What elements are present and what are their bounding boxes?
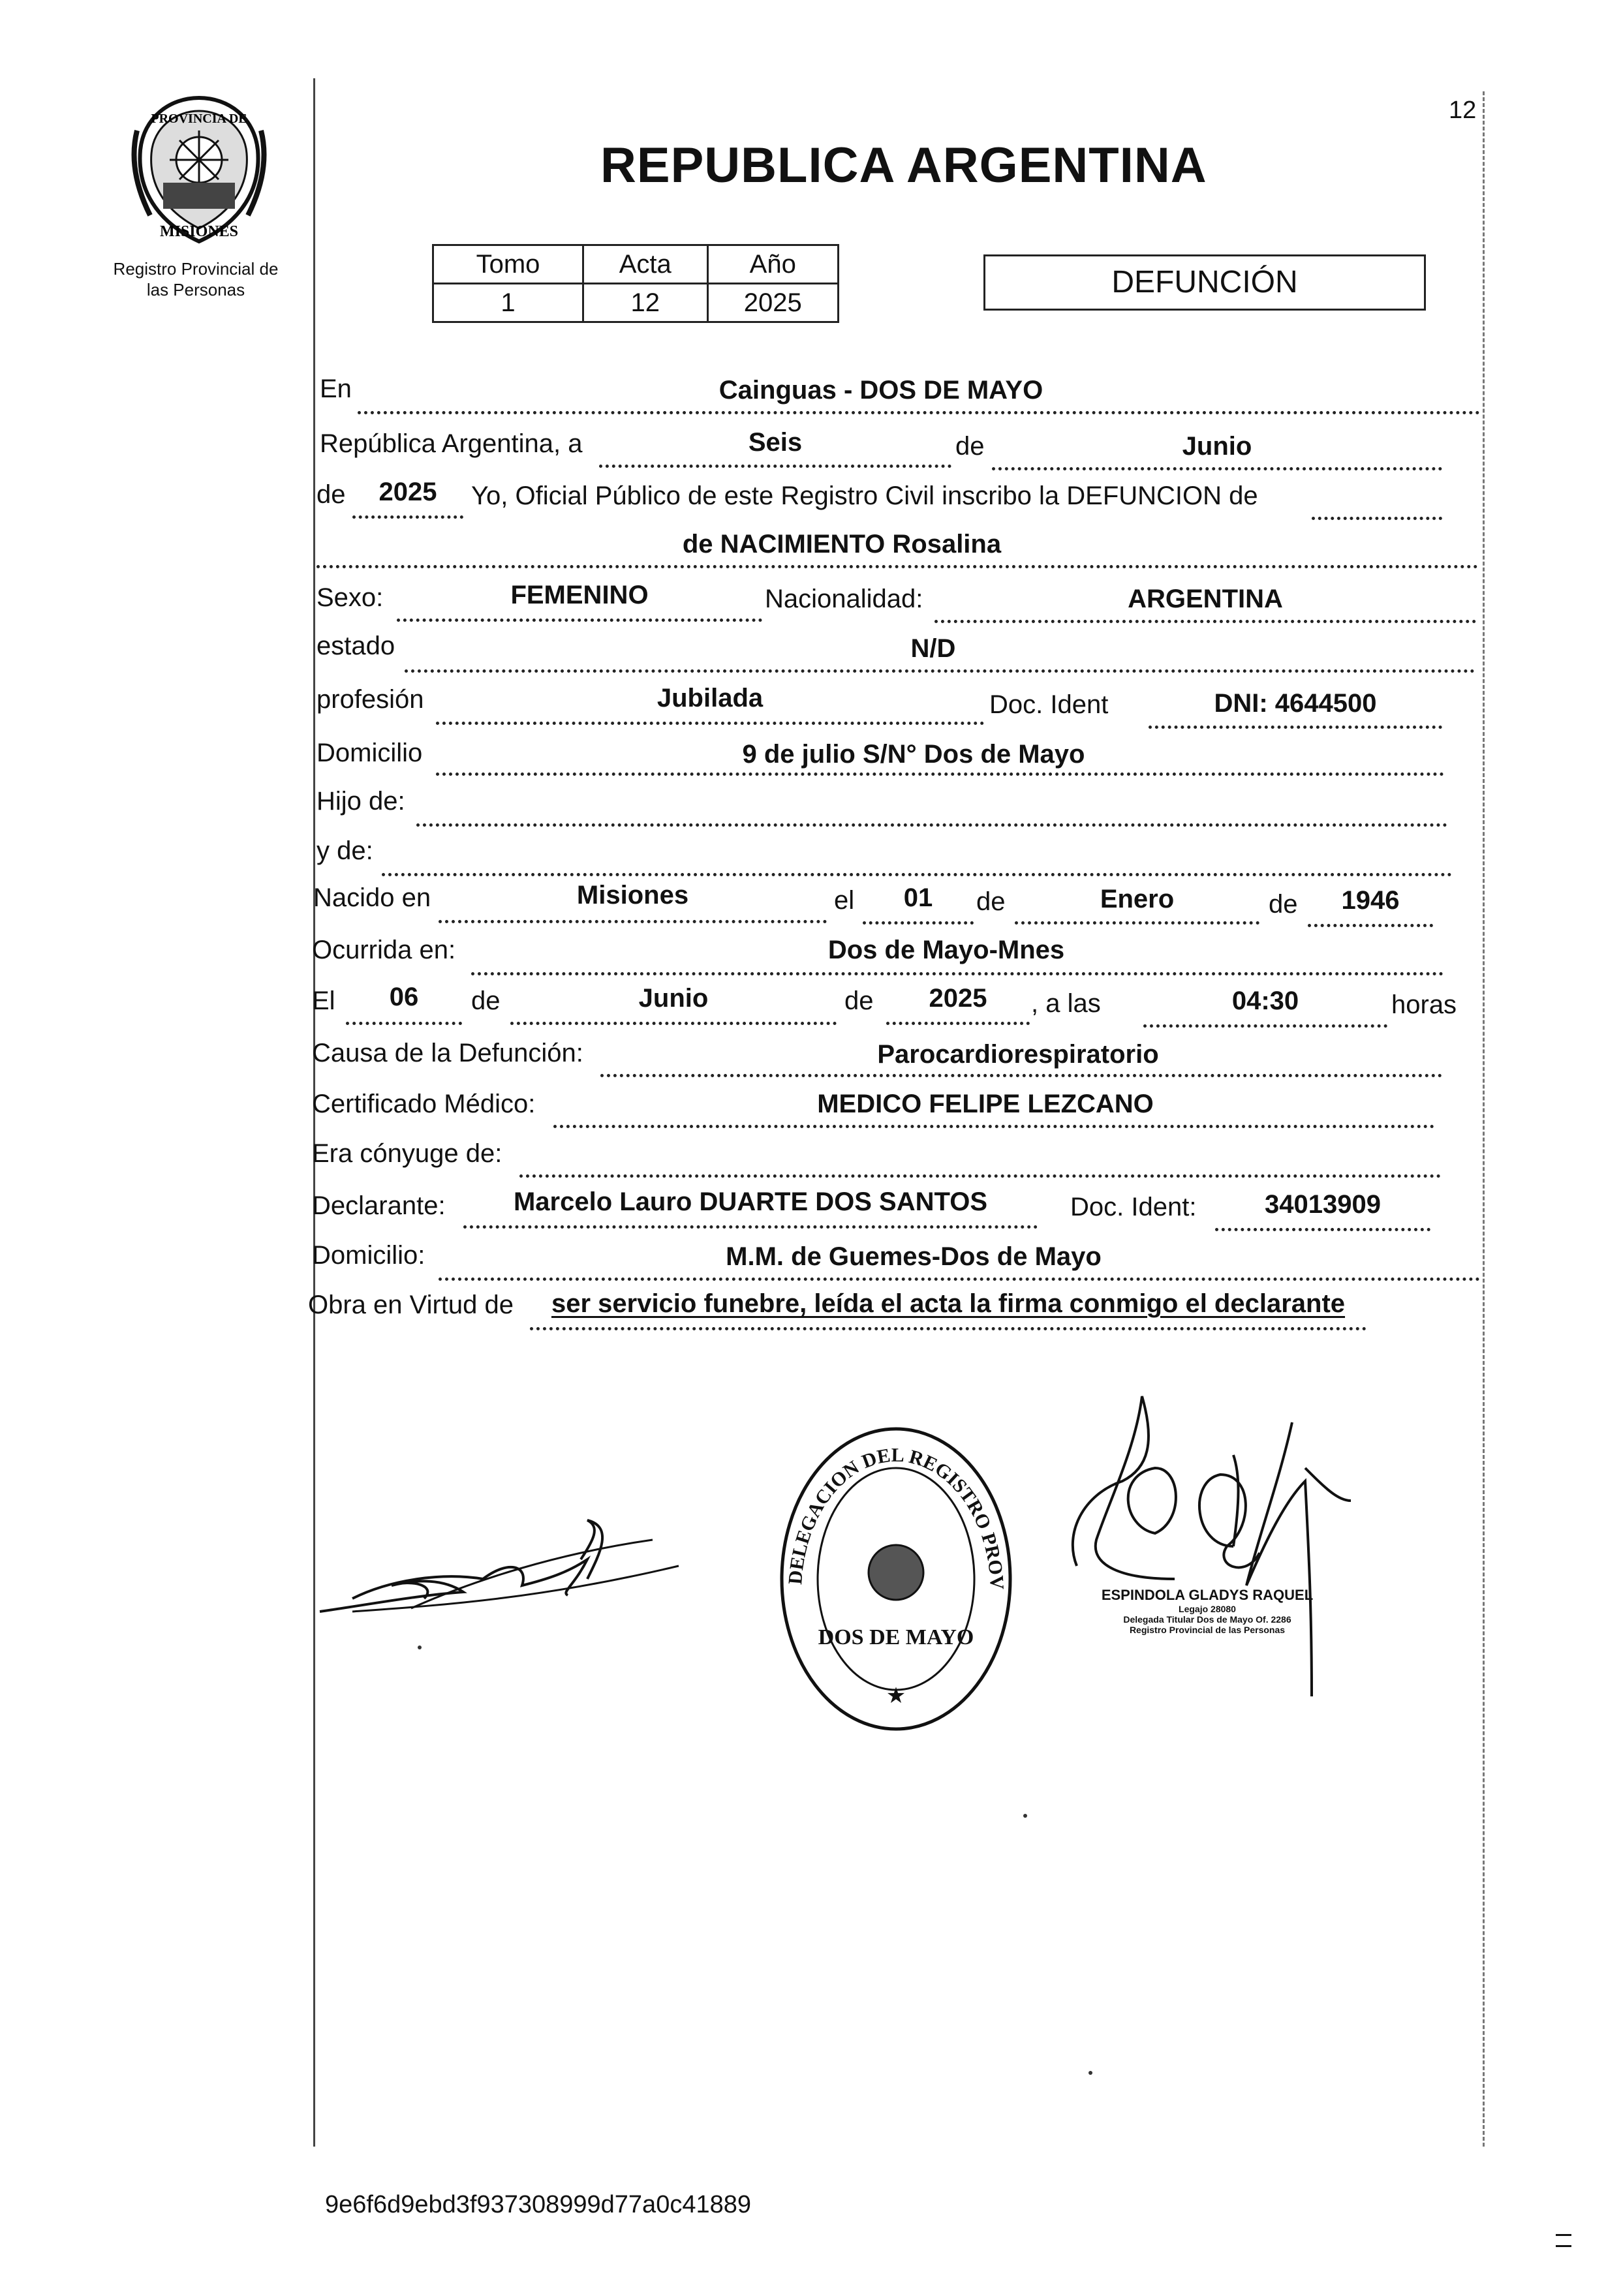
record-table — [432, 244, 839, 323]
declarante-label: Declarante: — [312, 1191, 446, 1220]
inscribo-text: Yo, Oficial Público de este Registro Civil inscribo la DEFUNCION de — [471, 482, 1258, 510]
death-time-value: 04:30 — [1231, 987, 1299, 1015]
profesion-underline — [436, 722, 984, 725]
obra-underline — [530, 1327, 1367, 1330]
place-underline — [358, 411, 1480, 414]
doc-ident-label: Doc. Ident — [989, 690, 1109, 719]
official-name: ESPINDOLA GLADYS RAQUEL — [1101, 1587, 1314, 1603]
domicilio-value: 9 de julio S/N° Dos de Mayo — [742, 740, 1085, 769]
conyuge-label: Era cónyuge de: — [312, 1139, 502, 1168]
corner-mark — [1556, 2234, 1571, 2247]
estado-value: N/D — [910, 634, 956, 663]
a-las-label: , a las — [1031, 989, 1101, 1018]
decl-doc-label: Doc. Ident: — [1070, 1193, 1197, 1221]
sexo-underline — [397, 619, 762, 622]
de-label: de — [955, 432, 985, 461]
obra-label: Obra en Virtud de — [308, 1291, 514, 1319]
delegation-stamp-icon — [775, 1422, 1017, 1736]
seal-top-text: PROVINCIA DE — [151, 112, 247, 126]
document-type-box: DEFUNCIÓN — [983, 254, 1426, 311]
death-month-value: Junio — [638, 984, 709, 1013]
decl-domicilio-value: M.M. de Guemes-Dos de Mayo — [726, 1242, 1102, 1271]
registry-name — [91, 258, 300, 300]
ocurrida-label: Ocurrida en: — [312, 936, 456, 964]
doc-ident-value: DNI: 4644500 — [1214, 689, 1377, 718]
page-number: 12 — [1449, 97, 1477, 124]
conyuge-underline — [519, 1174, 1441, 1178]
y-de-underline — [382, 873, 1452, 876]
deceased-name-underline — [317, 565, 1478, 568]
day-value: Seis — [748, 428, 803, 457]
official-legajo: Legajo 28080 — [1179, 1604, 1236, 1614]
death-day-underline — [346, 1022, 462, 1025]
death-year-underline — [886, 1022, 1030, 1025]
year-value: 2025 — [378, 478, 437, 506]
month-value: Junio — [1182, 432, 1252, 461]
certificado-label: Certificado Médico: — [312, 1090, 536, 1118]
estado-label: estado — [317, 632, 395, 660]
nacionalidad-underline — [934, 620, 1476, 623]
obra-value: ser servicio funebre, leída el acta la firma conmigo el declarante — [551, 1289, 1346, 1318]
birth-year-value: 1946 — [1341, 886, 1400, 915]
nacionalidad-label: Nacionalidad: — [765, 585, 923, 613]
place-value: Cainguas - DOS DE MAYO — [718, 376, 1043, 405]
inscribo-underline — [1312, 517, 1442, 520]
certificado-value: MEDICO FELIPE LEZCANO — [817, 1090, 1154, 1118]
declarante-underline — [463, 1225, 1038, 1229]
estado-underline — [405, 669, 1475, 673]
official-block — [1064, 1587, 1351, 1635]
en-label: En — [320, 375, 352, 403]
domicilio-underline — [436, 773, 1444, 776]
table-value-tomo: 1 — [433, 284, 583, 322]
seal-bottom-text: MISIONES — [159, 223, 239, 240]
nacido-label: Nacido en — [313, 883, 431, 912]
certificado-underline — [553, 1125, 1434, 1128]
birth-month-value: Enero — [1100, 885, 1175, 913]
birth-year-underline — [1308, 924, 1433, 927]
horas-label: horas — [1391, 990, 1457, 1019]
month-underline — [992, 467, 1442, 470]
footer-hash: 9e6f6d9ebd3f937308999d77a0c41889 — [325, 2191, 751, 2218]
causa-underline — [600, 1074, 1442, 1077]
profesion-value: Jubilada — [656, 684, 764, 712]
decl-domicilio-label: Domicilio: — [312, 1241, 425, 1270]
declarant-signature-icon — [313, 1481, 705, 1638]
causa-value: Parocardiorespiratorio — [877, 1040, 1159, 1069]
table-value-anio: 2025 — [707, 284, 839, 322]
el2-label: El — [312, 987, 335, 1015]
hijo-underline — [416, 823, 1447, 827]
death-de1-label: de — [471, 987, 501, 1015]
death-year-value: 2025 — [929, 984, 987, 1013]
decl-doc-underline — [1215, 1228, 1430, 1231]
year-underline — [352, 515, 463, 519]
day-underline — [599, 465, 951, 468]
table-header-anio: Año — [707, 245, 839, 284]
table-value-acta: 12 — [583, 284, 708, 322]
stamp-ring-textpath: DELEGACION DEL REGISTRO PROV — [784, 1444, 1008, 1591]
table-header-tomo: Tomo — [433, 245, 583, 284]
nacido-underline — [439, 920, 827, 923]
table-header-acta: Acta — [583, 245, 708, 284]
right-margin-line — [1483, 91, 1485, 2147]
death-month-underline — [510, 1022, 837, 1025]
dot-mark — [418, 1645, 422, 1649]
deceased-name: de NACIMIENTO Rosalina — [682, 530, 1002, 559]
death-day-value: 06 — [389, 983, 419, 1011]
hijo-label: Hijo de: — [317, 787, 405, 816]
dot-mark — [1089, 2071, 1092, 2075]
ocurrida-underline — [471, 972, 1444, 975]
death-de2-label: de — [844, 987, 874, 1015]
profesion-label: profesión — [317, 685, 424, 714]
official-registry: Registro Provincial de las Personas — [1129, 1625, 1286, 1635]
el-label: el — [834, 886, 855, 915]
page-title: REPUBLICA ARGENTINA — [600, 138, 1207, 193]
sexo-label: Sexo: — [317, 583, 384, 612]
official-signature — [1044, 1370, 1370, 1709]
republica-label: República Argentina, a — [320, 429, 583, 458]
domicilio-label: Domicilio — [317, 739, 423, 767]
ocurrida-value: Dos de Mayo-Mnes — [827, 936, 1065, 964]
death-time-underline — [1143, 1024, 1387, 1028]
decl-domicilio-underline — [439, 1278, 1480, 1281]
stamp-center-text: DOS DE MAYO — [818, 1625, 974, 1649]
y-de-label: y de: — [317, 836, 373, 865]
birth-day-value: 01 — [903, 883, 933, 912]
registry-line-1: Registro Provincial de — [113, 259, 279, 279]
provincial-seal-icon — [124, 91, 274, 248]
dot-mark — [1023, 1814, 1027, 1818]
doc-ident-underline — [1149, 726, 1442, 729]
year-prefix-label: de — [317, 480, 346, 509]
birth-de1-label: de — [976, 887, 1006, 916]
official-signature-icon — [1044, 1370, 1370, 1709]
birth-month-underline — [1015, 921, 1259, 925]
sexo-value: FEMENINO — [510, 581, 649, 609]
birth-de2-label: de — [1269, 890, 1298, 919]
provincial-seal — [124, 91, 274, 248]
decl-doc-value: 34013909 — [1265, 1190, 1381, 1219]
declarante-value: Marcelo Lauro DUARTE DOS SANTOS — [513, 1187, 988, 1216]
delegation-stamp — [775, 1422, 1017, 1736]
official-role: Delegada Titular Dos de Mayo Of. 2286 — [1123, 1614, 1291, 1625]
nacido-value: Misiones — [576, 881, 689, 910]
birth-day-underline — [863, 921, 974, 925]
stamp-star-icon: ★ — [886, 1683, 906, 1708]
nacionalidad-value: ARGENTINA — [1128, 585, 1283, 613]
registry-line-2: las Personas — [146, 280, 245, 299]
causa-label: Causa de la Defunción: — [312, 1039, 583, 1067]
declarant-signature — [313, 1481, 705, 1638]
